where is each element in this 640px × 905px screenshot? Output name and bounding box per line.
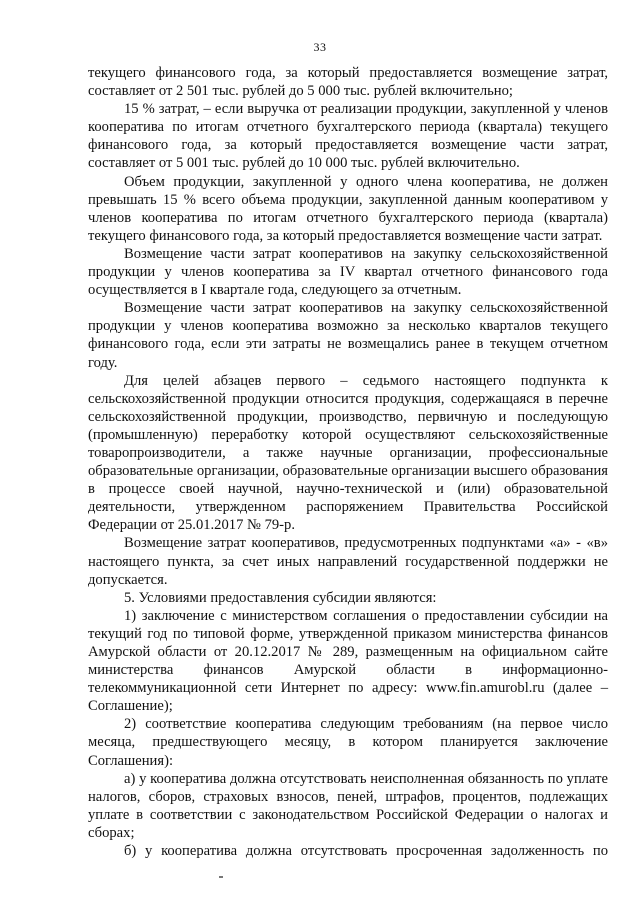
paragraph-12: б) у кооператива должна отсутствовать просроченная задолженность по [124, 843, 608, 860]
paragraph-6: Для целей абзацев первого – седьмого настоящего подпункта к сельскохозяйственной продукции относится продукция, содержащаяся в перечне сельскохозяйственной продукции, производство, первичную и последующую (промышленную) переработку которой осуществляют сельскохозяйственные товаропроизводители, а также научные организации, профессиональные образовательные организации, образовательные организации высшего образования в процессе своей научной, научно-технической и (или) образовательной деятельности, утвержденном распоряжением Правительства Российской Федерации от 25.01.2017 № 79-р. [88, 372, 608, 534]
paragraph-1: текущего финансового года, за который предоставляется возмещение затрат, составляет от 2 501 тыс. рублей до 5 000 тыс. рублей включительно; [88, 65, 608, 100]
paragraph-9: 1) заключение с министерством соглашения о предоставлении субсидии на текущий год по типовой форме, утвержденной приказом министерства финансов Амурской области от 20.12.2017 № 289, размещенным на официальном сайте министерства финансов Амурской области в информационно-телекоммуникационной сети Интернет по адресу: www.fin.amurobl.ru (далее – Соглашение); [88, 607, 608, 715]
paragraph-4: Возмещение части затрат кооперативов на закупку сельскохозяйственной продукции у членов кооператива за IV квартал отчетного финансового года осуществляется в I квартале года, следующего за отчетным. [88, 245, 608, 299]
paragraph-11: а) у кооператива должна отсутствовать неисполненная обязанность по уплате налогов, сборов, страховых взносов, пеней, штрафов, процентов, подлежащих уплате в соответствии с законодательством Российской Федерации о налогах и сборах; [88, 770, 608, 841]
paragraph-8: 5. Условиями предоставления субсидии являются: [124, 589, 437, 606]
paragraph-3: Объем продукции, закупленной у одного члена кооператива, не должен превышать 15 % всего объема продукции, закупленной данным кооперативом у членов кооператива по итогам отчетного бухгалтерского периода (квартала) текущего финансового года, за который предоставляется возмещение части затрат. [88, 173, 608, 244]
paragraph-5: Возмещение части затрат кооперативов на закупку сельскохозяйственной продукции у членов кооператива возможно за несколько кварталов текущего финансового года, если эти затраты не возмещались ранее в текущем отчетном году. [88, 300, 608, 371]
document-body [88, 64, 608, 860]
scan-mark [219, 876, 223, 878]
page-number: 33 [313, 40, 327, 54]
paragraph-7: Возмещение затрат кооперативов, предусмотренных подпунктами «а» - «в» настоящего пункта, за счет иных направлений государственной поддержки не допускается. [88, 535, 608, 588]
paragraph-10: 2) соответствие кооператива следующим требованиям (на первое число месяца, предшествующего месяцу, в котором планируется заключение Соглашения): [88, 716, 608, 769]
paragraph-2: 15 % затрат, – если выручка от реализации продукции, закупленной у членов кооператива по итогам отчетного бухгалтерского периода (квартала) текущего финансового года, за который предоставляется возмещение части затрат, составляет от 5 001 тыс. рублей до 10 000 тыс. рублей включительно. [88, 101, 608, 172]
